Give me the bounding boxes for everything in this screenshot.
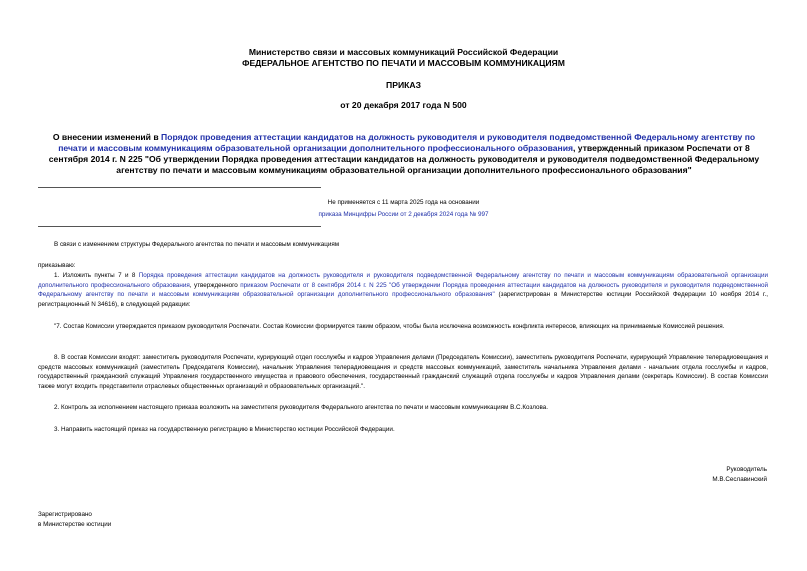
order-225-link[interactable]: приказом Роспечати от 8 сентября 2014 г. N 225 "Об утверждении Порядка проведения аттестации кандидатов на должность руководителя и руководителя подведомственной Федеральному агентству по печати и массовым коммуникациям образовательной организации дополнительного профессионального образования"	[38, 281, 768, 299]
registration-line-2: в Министерстве юстиции	[38, 521, 112, 528]
paragraph-item-2: 2. Контроль за исполнением настоящего приказа возложить на заместителя руководителя Федерального агентства по печати и массовым коммуникациям В.С.Козлова.	[54, 404, 549, 411]
validity-note: Не применяется с 11 марта 2025 года на основании	[327, 199, 480, 206]
signature-name: М.В.Сеславинский	[712, 476, 767, 483]
procedure-link[interactable]: Порядка проведения аттестации кандидатов на должность руководителя и руководителя подведомственной Федеральному агентству по печати и массовым коммуникациям образовательной организации дополнительного профессионального образования	[38, 272, 768, 289]
item-1-text-b: , утвержденного	[189, 281, 241, 289]
item-1-text-a: 1. Изложить пункты 7 и 8	[54, 272, 139, 279]
registration-line-1: Зарегистрировано	[38, 511, 92, 518]
ministry-header	[0, 47, 807, 68]
title-procedure-link[interactable]: Порядок проведения аттестации кандидатов на должность руководителя и руководителя подведомственной Федеральному агентству по печати и массовым коммуникациям образовательной организации дополнительного профессионального образования	[58, 132, 756, 153]
title-suffix: , утвержденный приказом Роспечати от 8 сентября 2014 г. N 225 "Об утверждении Порядка проведения аттестации кандидатов на должность руководителя и руководителя подведомственной Федеральному агентству по печати и массовым коммуникациям образовательной организации дополнительного профессионального образования"	[48, 142, 760, 175]
document-title	[38, 132, 770, 176]
order-date: от 20 декабря 2017 года N 500	[340, 100, 467, 110]
paragraph-clause-8: 8. В состав Комиссии входят: заместитель руководителя Роспечати, курирующий отдел госслужбы и кадров Управления делами (Председатель Комиссии), заместитель руководителя Роспечати, курирующий Управление телерадиовещания и средств массовых коммуникаций (заместитель Председателя Комиссии), начальник Управления телерадиовещания и средств массовых коммуникаций, заместитель начальника Управления делами - начальник отдела госслужбы и кадров, государственный гражданский служащий Управления государственного имущества и правового обеспечения, государственный гражданский служащий отдела госслужбы и кадров Управления делами (секретарь Комиссии). В состав Комиссии также могут входить представители отраслевых общественных организаций и образовательных организаций.".	[38, 354, 768, 390]
paragraph-item-3: 3. Направить настоящий приказ на государственную регистрацию в Министерство юстиции Российской Федерации.	[54, 426, 395, 433]
paragraph-intro: В связи с изменением структуры Федерального агентства по печати и массовым коммуникациям	[54, 241, 340, 248]
signature-position: Руководитель	[726, 466, 767, 473]
title-prefix: О внесении изменений в	[52, 132, 162, 142]
agency-name: ФЕДЕРАЛЬНОЕ АГЕНТСТВО ПО ПЕЧАТИ И МАССОВЫМ КОММУНИКАЦИЯМ	[242, 57, 565, 68]
divider	[38, 226, 321, 227]
paragraph-order-word: приказываю:	[38, 262, 76, 269]
paragraph-item-1	[38, 271, 768, 309]
order-type: ПРИКАЗ	[386, 80, 421, 90]
ministry-name: Министерство связи и массовых коммуникаций Российской Федерации	[248, 47, 559, 57]
item-1-text-c: (зарегистрирован в Министерстве юстиции Российской Федерации 10 ноября 2014 г., регистрационный N 34616), в следующей редакции:	[38, 291, 769, 308]
paragraph-clause-7: "7. Состав Комиссии утверждается приказом руководителя Роспечати. Состав Комиссии формируется таким образом, чтобы была исключена возможность конфликта интересов, влияющих на принимаемые Комиссией решения.	[54, 323, 725, 330]
divider	[38, 187, 321, 188]
validity-note-link[interactable]: приказа Минцифры России от 2 декабря 2024 года № 997	[318, 211, 489, 218]
